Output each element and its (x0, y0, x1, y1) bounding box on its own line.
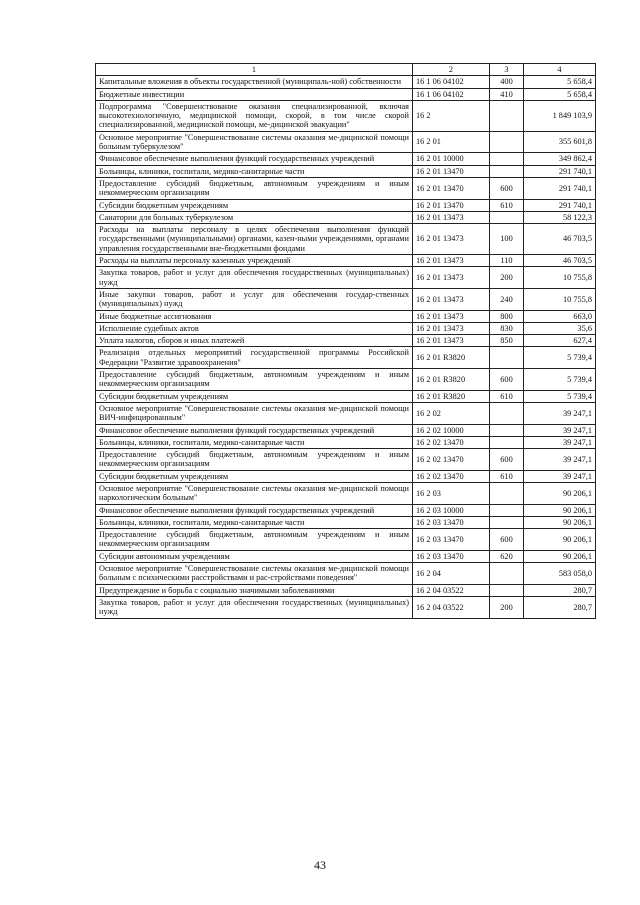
row-code-cell: 16 2 04 03522 (413, 584, 490, 596)
table-header-row (96, 64, 596, 76)
row-amount-cell: 5 658,4 (524, 88, 596, 100)
row-amount-cell: 39 247,1 (524, 402, 596, 424)
table-row (96, 131, 596, 153)
row-code-cell: 16 2 01 R3820 (413, 390, 490, 402)
row-name-cell: Финансовое обеспечение выполнения функций государственных учреждений (96, 504, 413, 516)
row-amount-cell: 627,4 (524, 335, 596, 347)
row-amount-cell: 291 740,1 (524, 165, 596, 177)
row-name-cell: Санатории для больных туберкулезом (96, 211, 413, 223)
row-name-cell: Подпрограмма "Совершенствование оказания специализированной, включая высокотехнологичную, медицинской помощи, скорой, в том числе скорой специализированной, медицинской помощи, ме-дицинской эвакуации" (96, 100, 413, 131)
row-code-cell: 16 2 02 13470 (413, 449, 490, 471)
row-name-cell: Бюджетные инвестиции (96, 88, 413, 100)
row-name-cell: Больницы, клиники, госпитали, медико-санитарные части (96, 436, 413, 448)
row-amount-cell: 1 849 103,9 (524, 100, 596, 131)
row-name-cell: Финансовое обеспечение выполнения функций государственных учреждений (96, 153, 413, 165)
row-vr-cell (490, 516, 524, 528)
row-code-cell: 16 2 01 13473 (413, 288, 490, 310)
row-code-cell: 16 2 02 13470 (413, 436, 490, 448)
row-code-cell: 16 2 01 13470 (413, 165, 490, 177)
row-vr-cell: 620 (490, 550, 524, 562)
row-amount-cell: 39 247,1 (524, 424, 596, 436)
table-row (96, 88, 596, 100)
row-code-cell: 16 2 03 (413, 482, 490, 504)
row-code-cell: 16 2 04 (413, 563, 490, 585)
row-name-cell: Капитальные вложения в объекты государственной (муниципаль-ной) собственности (96, 76, 413, 88)
table-row (96, 550, 596, 562)
table-row (96, 436, 596, 448)
table-row (96, 402, 596, 424)
row-amount-cell: 90 206,1 (524, 482, 596, 504)
table-row (96, 504, 596, 516)
row-code-cell: 16 2 01 R3820 (413, 369, 490, 391)
row-vr-cell: 110 (490, 255, 524, 267)
row-code-cell: 16 2 01 13473 (413, 322, 490, 334)
table-row (96, 347, 596, 369)
row-name-cell: Реализация отдельных мероприятий государственной программы Российской Федерации "Развитие здравоохранения" (96, 347, 413, 369)
row-code-cell: 16 2 03 13470 (413, 529, 490, 551)
row-amount-cell: 5 658,4 (524, 76, 596, 88)
table-row (96, 153, 596, 165)
row-code-cell: 16 2 01 13473 (413, 335, 490, 347)
row-code-cell: 16 2 01 13473 (413, 224, 490, 255)
table-row (96, 255, 596, 267)
row-amount-cell: 46 703,5 (524, 255, 596, 267)
row-vr-cell: 400 (490, 76, 524, 88)
row-amount-cell: 58 122,3 (524, 211, 596, 223)
row-name-cell: Расходы на выплаты персоналу казенных учреждений (96, 255, 413, 267)
row-code-cell: 16 2 02 13470 (413, 470, 490, 482)
row-code-cell: 16 2 01 13473 (413, 255, 490, 267)
table-row (96, 449, 596, 471)
row-vr-cell: 610 (490, 390, 524, 402)
row-code-cell: 16 1 06 04102 (413, 88, 490, 100)
table-row (96, 529, 596, 551)
row-name-cell: Предоставление субсидий бюджетным, автономным учреждениям и иным некоммерческим организациям (96, 369, 413, 391)
row-code-cell: 16 2 01 R3820 (413, 347, 490, 369)
row-amount-cell: 90 206,1 (524, 550, 596, 562)
row-vr-cell (490, 402, 524, 424)
row-code-cell: 16 2 02 (413, 402, 490, 424)
row-amount-cell: 35,6 (524, 322, 596, 334)
row-code-cell: 16 2 02 10000 (413, 424, 490, 436)
table-row (96, 310, 596, 322)
row-code-cell: 16 2 01 13470 (413, 177, 490, 199)
row-amount-cell: 39 247,1 (524, 449, 596, 471)
row-amount-cell: 5 739,4 (524, 347, 596, 369)
row-vr-cell (490, 436, 524, 448)
row-name-cell: Финансовое обеспечение выполнения функций государственных учреждений (96, 424, 413, 436)
table-row (96, 177, 596, 199)
row-vr-cell: 600 (490, 177, 524, 199)
table-row (96, 100, 596, 131)
row-name-cell: Основное мероприятие "Совершенствование системы оказания ме-дицинской помощи ВИЧ-инфицированным" (96, 402, 413, 424)
header-cell-code: 2 (413, 64, 490, 76)
header-cell-name: 1 (96, 64, 413, 76)
row-amount-cell: 663,0 (524, 310, 596, 322)
row-vr-cell: 600 (490, 529, 524, 551)
row-vr-cell (490, 563, 524, 585)
row-vr-cell: 410 (490, 88, 524, 100)
row-vr-cell (490, 211, 524, 223)
row-name-cell: Расходы на выплаты персоналу в целях обеспечения выполнения функций государственными (муниципальными) органами, казен-ными учреждениями, органами управления государственными вне-бюджетными фондами (96, 224, 413, 255)
table-row (96, 335, 596, 347)
page-number: 43 (314, 858, 326, 872)
row-name-cell: Предупреждение и борьба с социально значимыми заболеваниями (96, 584, 413, 596)
row-name-cell: Субсидии автономным учреждениям (96, 550, 413, 562)
row-amount-cell: 10 755,8 (524, 288, 596, 310)
row-name-cell: Основное мероприятие "Совершенствование системы оказания ме-дицинской помощи наркологическим больным" (96, 482, 413, 504)
row-vr-cell: 600 (490, 449, 524, 471)
table-row (96, 369, 596, 391)
row-amount-cell: 291 740,1 (524, 177, 596, 199)
row-name-cell: Субсидии бюджетным учреждениям (96, 390, 413, 402)
row-name-cell: Субсидии бюджетным учреждениям (96, 199, 413, 211)
row-code-cell: 16 2 01 13473 (413, 310, 490, 322)
row-vr-cell: 850 (490, 335, 524, 347)
row-code-cell: 16 2 (413, 100, 490, 131)
row-code-cell: 16 2 03 10000 (413, 504, 490, 516)
row-code-cell: 16 2 01 (413, 131, 490, 153)
row-name-cell: Основное мероприятие "Совершенствование системы оказания ме-дицинской помощи больным туберкулезом" (96, 131, 413, 153)
table-row (96, 288, 596, 310)
row-name-cell: Основное мероприятие "Совершенствование системы оказания ме-дицинской помощи больным с психическими расстройствами и рас-стройствами поведения" (96, 563, 413, 585)
row-amount-cell: 349 862,4 (524, 153, 596, 165)
row-amount-cell: 280,7 (524, 596, 596, 618)
row-vr-cell: 830 (490, 322, 524, 334)
row-vr-cell (490, 482, 524, 504)
row-vr-cell (490, 424, 524, 436)
row-code-cell: 16 2 04 03522 (413, 596, 490, 618)
row-name-cell: Иные закупки товаров, работ и услуг для обеспечения государ-ственных (муниципальных) нужд (96, 288, 413, 310)
row-amount-cell: 46 703,5 (524, 224, 596, 255)
row-name-cell: Предоставление субсидий бюджетным, автономным учреждениям и иным некоммерческим организациям (96, 177, 413, 199)
table-row (96, 516, 596, 528)
row-amount-cell: 355 601,8 (524, 131, 596, 153)
table-row (96, 584, 596, 596)
row-amount-cell: 280,7 (524, 584, 596, 596)
header-cell-amount: 4 (524, 64, 596, 76)
row-vr-cell (490, 153, 524, 165)
row-code-cell: 16 2 03 13470 (413, 550, 490, 562)
row-code-cell: 16 2 01 13473 (413, 211, 490, 223)
table-row (96, 199, 596, 211)
row-name-cell: Уплата налогов, сборов и иных платежей (96, 335, 413, 347)
table-row (96, 224, 596, 255)
row-name-cell: Предоставление субсидий бюджетным, автономным учреждениям и иным некоммерческим организациям (96, 529, 413, 551)
header-cell-vr: 3 (490, 64, 524, 76)
row-name-cell: Закупка товаров, работ и услуг для обеспечения государственных (муниципальных) нужд (96, 596, 413, 618)
row-amount-cell: 39 247,1 (524, 470, 596, 482)
row-amount-cell: 90 206,1 (524, 529, 596, 551)
table-row (96, 424, 596, 436)
row-amount-cell: 5 739,4 (524, 390, 596, 402)
row-vr-cell: 200 (490, 596, 524, 618)
row-name-cell: Больницы, клиники, госпитали, медико-санитарные части (96, 516, 413, 528)
row-code-cell: 16 2 01 13470 (413, 199, 490, 211)
row-vr-cell: 200 (490, 267, 524, 289)
row-vr-cell: 610 (490, 470, 524, 482)
row-code-cell: 16 2 03 13470 (413, 516, 490, 528)
row-name-cell: Больницы, клиники, госпитали, медико-санитарные части (96, 165, 413, 177)
row-name-cell: Предоставление субсидий бюджетным, автономным учреждениям и иным некоммерческим организациям (96, 449, 413, 471)
row-amount-cell: 291 740,1 (524, 199, 596, 211)
row-amount-cell: 5 739,4 (524, 369, 596, 391)
row-amount-cell: 583 058,0 (524, 563, 596, 585)
budget-table (95, 63, 596, 619)
row-vr-cell: 610 (490, 199, 524, 211)
table-row (96, 470, 596, 482)
table-row (96, 267, 596, 289)
row-vr-cell (490, 131, 524, 153)
row-code-cell: 16 1 06 04102 (413, 76, 490, 88)
row-vr-cell (490, 504, 524, 516)
row-name-cell: Закупка товаров, работ и услуг для обеспечения государственных (муниципальных) нужд (96, 267, 413, 289)
row-vr-cell (490, 165, 524, 177)
row-name-cell: Исполнение судебных актов (96, 322, 413, 334)
row-amount-cell: 90 206,1 (524, 516, 596, 528)
row-vr-cell (490, 100, 524, 131)
table-row (96, 390, 596, 402)
row-vr-cell: 600 (490, 369, 524, 391)
table-row (96, 76, 596, 88)
row-vr-cell (490, 347, 524, 369)
row-name-cell: Иные бюджетные ассигнования (96, 310, 413, 322)
row-vr-cell: 800 (490, 310, 524, 322)
row-vr-cell (490, 584, 524, 596)
table-row (96, 211, 596, 223)
table-row (96, 563, 596, 585)
row-amount-cell: 90 206,1 (524, 504, 596, 516)
row-vr-cell: 240 (490, 288, 524, 310)
table-row (96, 165, 596, 177)
row-vr-cell: 100 (490, 224, 524, 255)
table-row (96, 482, 596, 504)
table-row (96, 596, 596, 618)
row-amount-cell: 10 755,8 (524, 267, 596, 289)
row-name-cell: Субсидии бюджетным учреждениям (96, 470, 413, 482)
row-code-cell: 16 2 01 10000 (413, 153, 490, 165)
table-row (96, 322, 596, 334)
row-code-cell: 16 2 01 13473 (413, 267, 490, 289)
row-amount-cell: 39 247,1 (524, 436, 596, 448)
